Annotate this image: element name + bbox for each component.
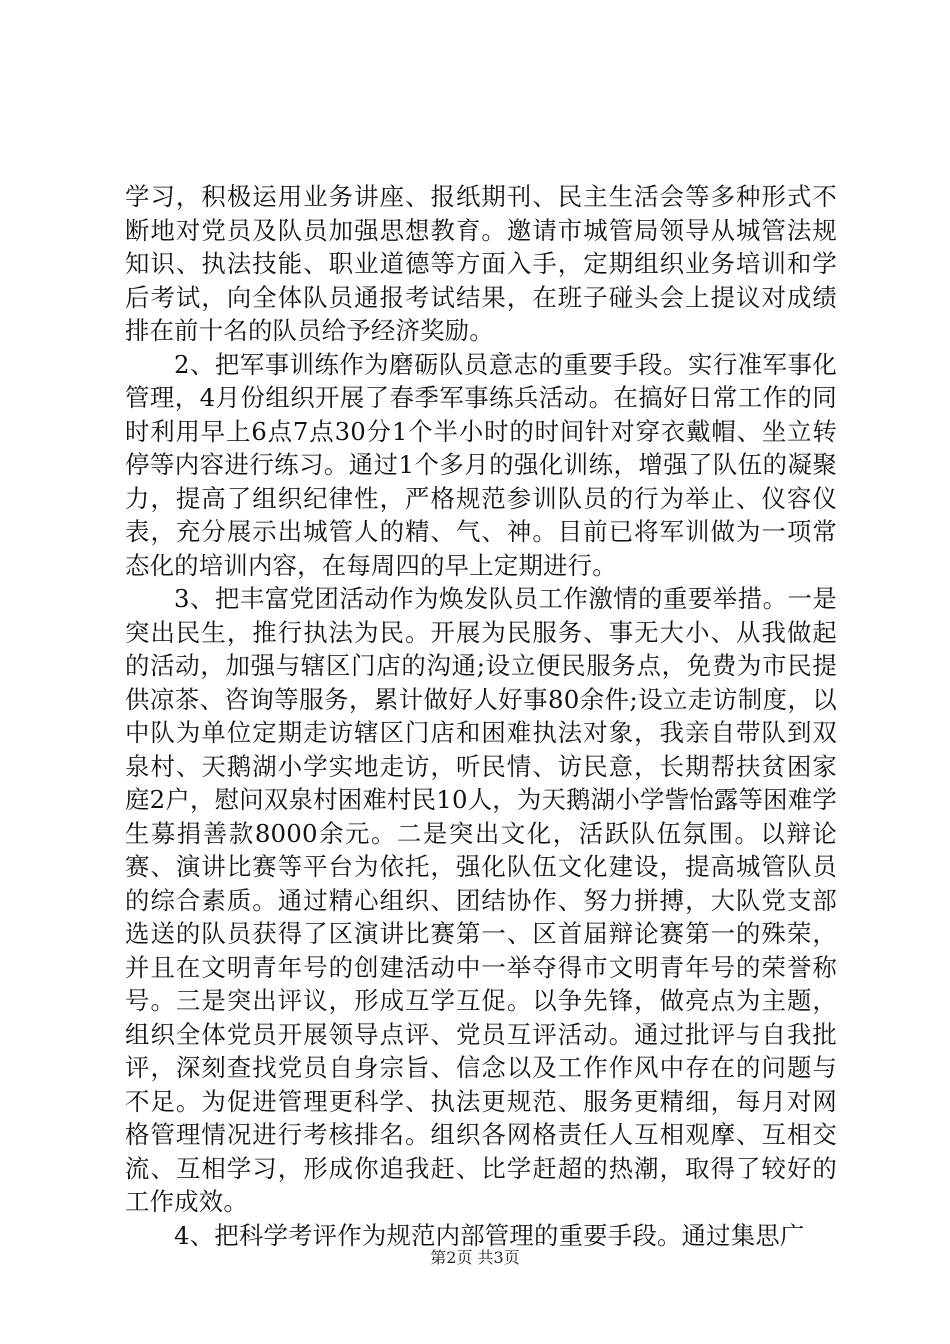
paragraph-2: 2、把军事训练作为磨砺队员意志的重要手段。实行准军事化管理，4月份组织开展了春季军事练兵活动。在搞好日常工作的同时利用早上6点7点30分1个半小时的时间针对穿衣戴帽、坐立转停等内容进行练习。通过1个多月的强化训练，增强了队伍的凝聚力，提高了组织纪律性，严格规范参训队员的行为举止、仪容仪表，充分展示出城管人的精、气、神。目前已将军训做为一项常态化的培训内容，在每周四的早上定期进行。 xyxy=(125,349,837,580)
document-body xyxy=(125,180,837,1252)
paragraph-3: 3、把丰富党团活动作为焕发队员工作激情的重要举措。一是突出民生，推行执法为民。开展为民服务、事无大小、从我做起的活动，加强与辖区门店的沟通;设立便民服务点，免费为市民提供凉茶、咨询等服务，累计做好人好事80余件;设立走访制度，以中队为单位定期走访辖区门店和困难执法对象，我亲自带队到双泉村、天鹅湖小学实地走访，听民情、访民意，长期帮扶贫困家庭2户，慰问双泉村困难村民10人，为天鹅湖小学訾怡露等困难学生募捐善款8000余元。二是突出文化，活跃队伍氛围。以辩论赛、演讲比赛等平台为依托，强化队伍文化建设，提高城管队员的综合素质。通过精心组织、团结协作、努力拼搏，大队党支部选送的队员获得了区演讲比赛第一、区首届辩论赛第一的殊荣，并且在文明青年号的创建活动中一举夺得市文明青年号的荣誉称号。三是突出评议，形成互学互促。以争先锋，做亮点为主题，组织全体党员开展领导点评、党员互评活动。通过批评与自我批评，深刻查找党员自身宗旨、信念以及工作作风中存在的问题与不足。为促进管理更科学、执法更规范、服务更精细，每月对网格管理情况进行考核排名。组织各网格责任人互相观摩、互相交流、互相学习，形成你追我赶、比学赶超的热潮，取得了较好的工作成效。 xyxy=(125,584,837,1216)
paragraph-1: 学习，积极运用业务讲座、报纸期刊、民主生活会等多种形式不断地对党员及队员加强思想教育。邀请市城管局领导从城管法规知识、执法技能、职业道德等方面入手，定期组织业务培训和学后考试，向全体队员通报考试结果，在班子碰头会上提议对成绩排在前十名的队员给予经济奖励。 xyxy=(125,182,837,345)
page-number-footer: 第2页 共3页 xyxy=(430,1248,520,1267)
paragraph-4: 4、把科学考评作为规范内部管理的重要手段。通过集思广 xyxy=(174,1220,805,1250)
